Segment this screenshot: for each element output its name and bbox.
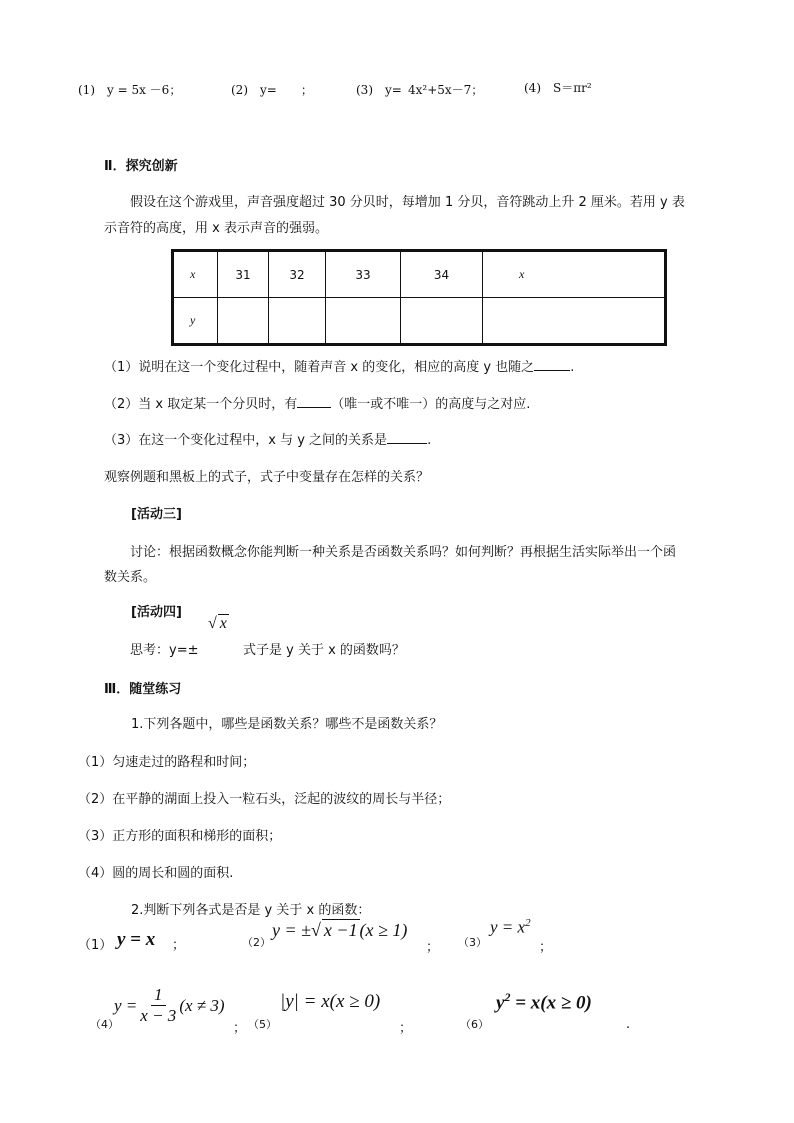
question-2-text: （2）当 x 取定某一个分贝时，有: [104, 397, 298, 412]
question-1-tail: .: [570, 360, 575, 375]
formula-2-label: （2）: [242, 936, 271, 949]
table-cell: [401, 298, 483, 345]
formula-3-exponent: 2: [525, 917, 531, 929]
radicand: x: [219, 615, 227, 632]
activity-4-think-b: 式子是 y 关于 x 的函数吗？: [243, 643, 405, 658]
formula-4-prefix: y =: [114, 995, 138, 1015]
table-cell: 34: [401, 251, 483, 298]
practice-item: （2）在平静的湖面上投入一粒石头，泛起的波纹的周长与半径；: [78, 792, 451, 807]
formula-6-exponent: 2: [504, 990, 511, 1004]
question-3-text: （3）在这一个变化过程中，x 与 y 之间的关系是: [104, 433, 388, 448]
practice-item: （3）正方形的面积和梯形的面积；: [78, 829, 282, 844]
formula-1-tail: ；: [172, 938, 186, 953]
formula-4-label: （4）: [90, 1018, 119, 1031]
formula-item-1: (1) y = 5x －6；: [78, 83, 182, 97]
section2-paragraph-line-2: 示音符的高度，用 x 表示声音的强弱。: [104, 221, 328, 236]
sqrt-x-expression: √ x: [208, 615, 227, 632]
section-heading-3: Ⅲ．随堂练习: [104, 682, 182, 697]
formula-6-tail: .: [626, 1017, 631, 1032]
table-cell: 32: [269, 251, 326, 298]
activity-4-heading: [活动四]: [131, 605, 182, 620]
answer-blank: [387, 431, 427, 444]
formula-5-label: （5）: [248, 1018, 277, 1031]
formula-item-4: (4) S＝πr²: [524, 81, 592, 95]
formula-2-prefix: y = ±: [272, 920, 312, 940]
formula-1: y = x: [117, 929, 156, 950]
table-row-y: [173, 298, 666, 345]
formula-5-tail: ；: [399, 1021, 413, 1036]
activity-4-think-a: 思考：y=±: [130, 643, 199, 658]
formula-2-condition: (x ≥ 1): [359, 920, 408, 940]
activity-3-heading: [活动三]: [131, 507, 182, 522]
formula-item-2: (2) y= ；: [231, 83, 313, 97]
table-cell: [483, 298, 666, 345]
section2-paragraph-line-1: 假设在这个游戏里，声音强度超过 30 分贝时，每增加 1 分贝，音符跳动上升 2 厘米。若用 y 表: [130, 195, 685, 210]
table-cell: 31: [218, 251, 269, 298]
section-heading-2: Ⅱ．探究创新: [104, 159, 178, 174]
formula-6-rest: = x(x ≥ 0): [510, 992, 592, 1014]
formula-1-label: （1）: [78, 938, 113, 953]
practice-question-1: 1.下列各题中，哪些是函数关系？哪些不是函数关系？: [131, 717, 443, 732]
table-cell: 33: [326, 251, 401, 298]
formula-item-3-expr: 4x²+5x－7；: [408, 83, 484, 97]
formula-2-radicand: x −1: [323, 920, 358, 940]
formula-4-tail: ；: [233, 1021, 247, 1036]
activity-3-line-1: 讨论：根据函数概念你能判断一种关系是否函数关系吗？如何判断？再根据生活实际举出一个函: [130, 545, 677, 560]
formula-item-3-label: (3) y=: [356, 83, 402, 97]
question-3-tail: .: [427, 433, 432, 448]
formula-6-base: y: [496, 992, 505, 1014]
formula-3-base: y = x: [490, 917, 526, 937]
practice-question-2: 2.判断下列各式是否是 y 关于 x 的函数：: [131, 903, 371, 918]
data-table: [171, 249, 667, 346]
formula-4-numerator: 1: [151, 985, 166, 1006]
practice-item: （1）匀速走过的路程和时间；: [78, 755, 256, 770]
formula-2: [272, 919, 407, 941]
formula-3-tail: ；: [539, 940, 553, 955]
question-3: [104, 429, 431, 448]
formula-6: [496, 990, 592, 1014]
observe-prompt: 观察例题和黑板上的式子，式子中变量存在怎样的关系？: [104, 470, 430, 485]
formula-5: |y| = x(x ≥ 0): [280, 991, 381, 1012]
formula-3-label: （3）: [458, 936, 487, 949]
formula-4-fraction: [140, 985, 176, 1026]
formula-3: [490, 917, 531, 938]
table-cell: x: [173, 251, 218, 298]
table-cell: y: [173, 298, 218, 345]
answer-blank: [297, 395, 331, 408]
formula-4-condition: (x ≠ 3): [179, 995, 225, 1015]
formula-4-denominator: x − 3: [140, 1006, 177, 1025]
question-1: [104, 356, 574, 375]
table-cell: [269, 298, 326, 345]
question-2-tail: （唯一或不唯一）的高度与之对应.: [331, 397, 531, 412]
table-cell: [218, 298, 269, 345]
practice-item: （4）圆的周长和圆的面积.: [78, 866, 234, 881]
radical-sign: √: [311, 920, 321, 940]
question-1-text: （1）说明在这一个变化过程中，随着声音 x 的变化，相应的高度 y 也随之: [104, 360, 535, 375]
question-2: [104, 393, 530, 412]
table-row-x: [173, 251, 666, 298]
table-cell: x: [483, 251, 666, 298]
formula-6-label: （6）: [460, 1018, 489, 1031]
formula-4: [114, 985, 225, 1026]
table-cell: [326, 298, 401, 345]
activity-3-line-2: 数关系。: [104, 570, 157, 585]
answer-blank: [534, 358, 570, 371]
formula-2-tail: ；: [426, 940, 440, 955]
